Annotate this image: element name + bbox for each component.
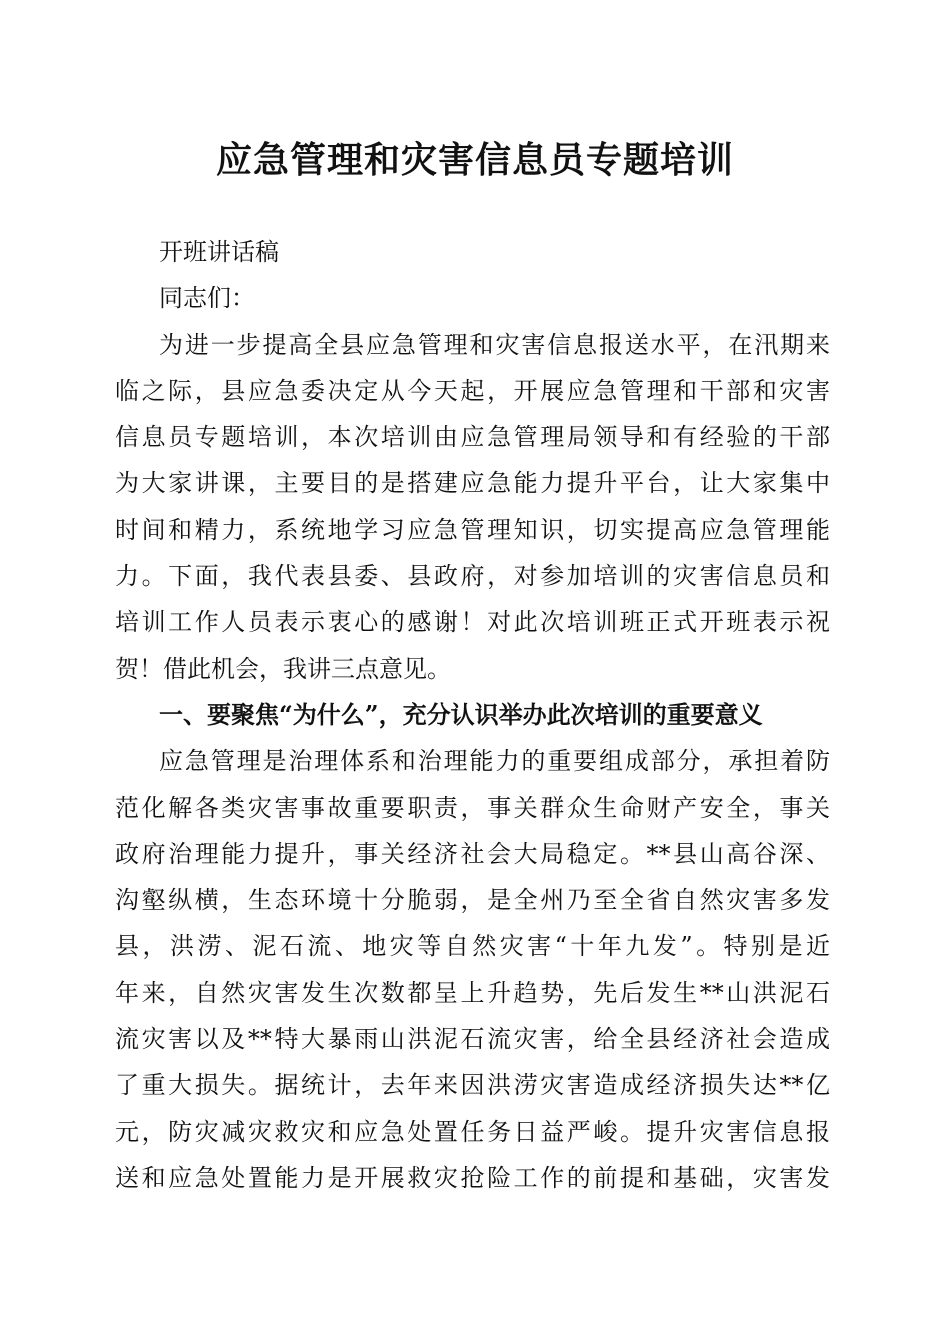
section-line: 沟壑纵横，生态环境十分脆弱，是全州乃至全省自然灾害多发 [115,886,830,915]
intro-line: 培训工作人员表示衷心的感谢！对此次培训班正式开班表示祝 [115,608,830,637]
intro-line: 为进一步提高全县应急管理和灾害信息报送水平，在汛期来 [159,330,830,359]
salutation: 同志们： [159,284,255,313]
section-line: 政府治理能力提升，事关经济社会大局稳定。**县山高谷深、 [115,839,830,868]
document-body [115,229,830,1201]
section-line: 流灾害以及**特大暴雨山洪泥石流灾害，给全县经济社会造成 [115,1025,830,1054]
section-line: 范化解各类灾害事故重要职责，事关群众生命财产安全，事关 [115,793,830,822]
section-line: 年来，自然灾害发生次数都呈上升趋势，先后发生**山洪泥石 [115,978,830,1007]
section-line: 县，洪涝、泥石流、地灾等自然灾害“十年九发”。特别是近 [115,932,830,961]
intro-line: 信息员专题培训，本次培训由应急管理局领导和有经验的干部 [115,423,830,452]
section-line: 元，防灾减灾救灾和应急处置任务日益严峻。提升灾害信息报 [115,1117,830,1146]
section-line: 送和应急处置能力是开展救灾抢险工作的前提和基础，灾害发 [115,1163,830,1192]
intro-line: 贺！借此机会，我讲三点意见。 [115,654,451,683]
document-title: 应急管理和灾害信息员专题培训 [215,139,734,181]
intro-line: 为大家讲课，主要目的是搭建应急能力提升平台，让大家集中 [115,469,830,498]
intro-line: 时间和精力，系统地学习应急管理知识，切实提高应急管理能 [115,515,830,544]
document-subtitle: 开班讲话稿 [159,238,279,266]
section-line: 应急管理是治理体系和治理能力的重要组成部分，承担着防 [159,747,830,776]
intro-line: 临之际，县应急委决定从今天起，开展应急管理和干部和灾害 [115,376,830,405]
section-line: 了重大损失。据统计，去年来因洪涝灾害造成经济损失达**亿 [115,1071,830,1100]
intro-line: 力。下面，我代表县委、县政府，对参加培训的灾害信息员和 [115,562,830,591]
section-heading: 一、要聚焦“为什么”，充分认识举办此次培训的重要意义 [159,699,763,729]
